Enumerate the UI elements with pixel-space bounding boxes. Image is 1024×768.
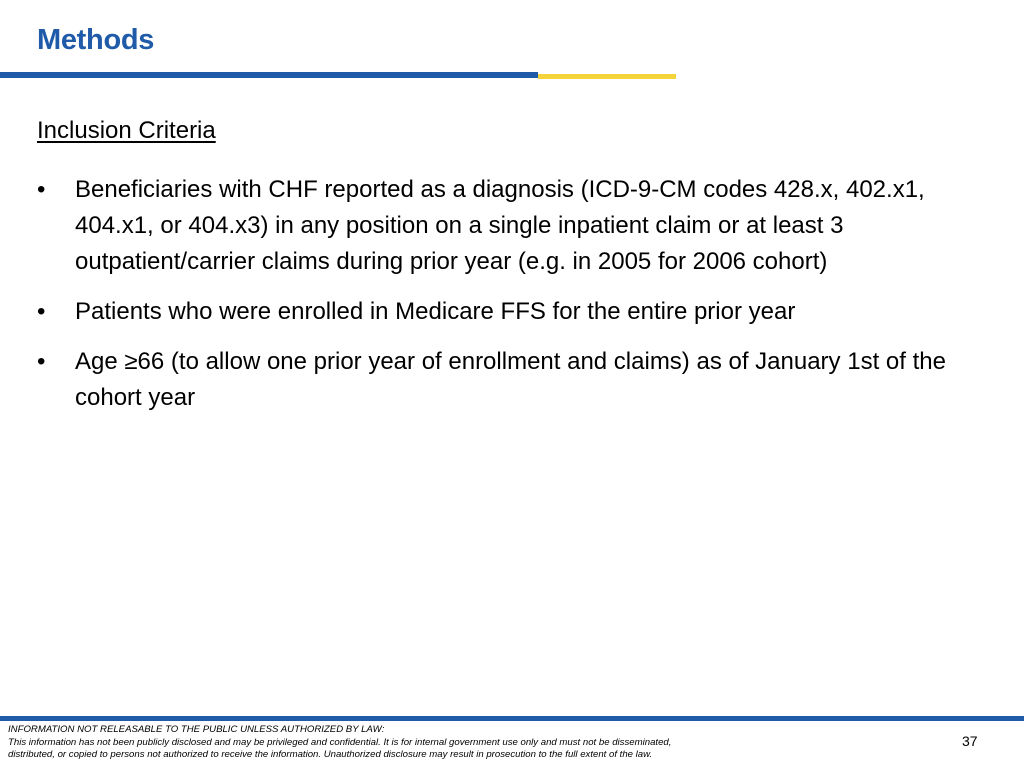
bullet-text: Age ≥66 (to allow one prior year of enrollment and claims) as of January 1st of the cohort year [75, 348, 946, 411]
notice-line: distributed, or copied to persons not authorized to receive the information. Unauthorized disclosure may result in prosecution to the full extent of the law. [8, 749, 653, 760]
footer-rule [0, 716, 1024, 721]
title-rule-yellow [538, 74, 676, 79]
bullet-marker: • [37, 176, 46, 203]
bullet-text: Patients who were enrolled in Medicare FFS for the entire prior year [75, 298, 796, 325]
section-heading: Inclusion Criteria [37, 117, 216, 144]
notice-line: INFORMATION NOT RELEASABLE TO THE PUBLIC UNLESS AUTHORIZED BY LAW: [8, 724, 385, 735]
title-rule-blue [0, 72, 538, 78]
bullet-text: Beneficiaries with CHF reported as a diagnosis (ICD-9-CM codes 428.x, 402.x1, 404.x1, or 404.x3) in any position on a single inpatient claim or at least 3 outpatient/carrier claims during prior year (e.g. in 2005 for 2006 cohort) [75, 176, 925, 275]
notice-line: This information has not been publicly disclosed and may be privileged and confidential. It is for internal government use only and must not be disseminated, [8, 736, 672, 748]
bullet-item [37, 294, 987, 330]
page-number: 37 [962, 733, 978, 749]
bullet-marker: • [37, 298, 46, 325]
bullet-marker: • [37, 348, 46, 375]
bullet-item [37, 344, 987, 416]
confidentiality-notice [8, 724, 868, 762]
bullet-list [37, 172, 987, 430]
bullet-item [37, 172, 987, 280]
slide-title: Methods [37, 24, 155, 56]
